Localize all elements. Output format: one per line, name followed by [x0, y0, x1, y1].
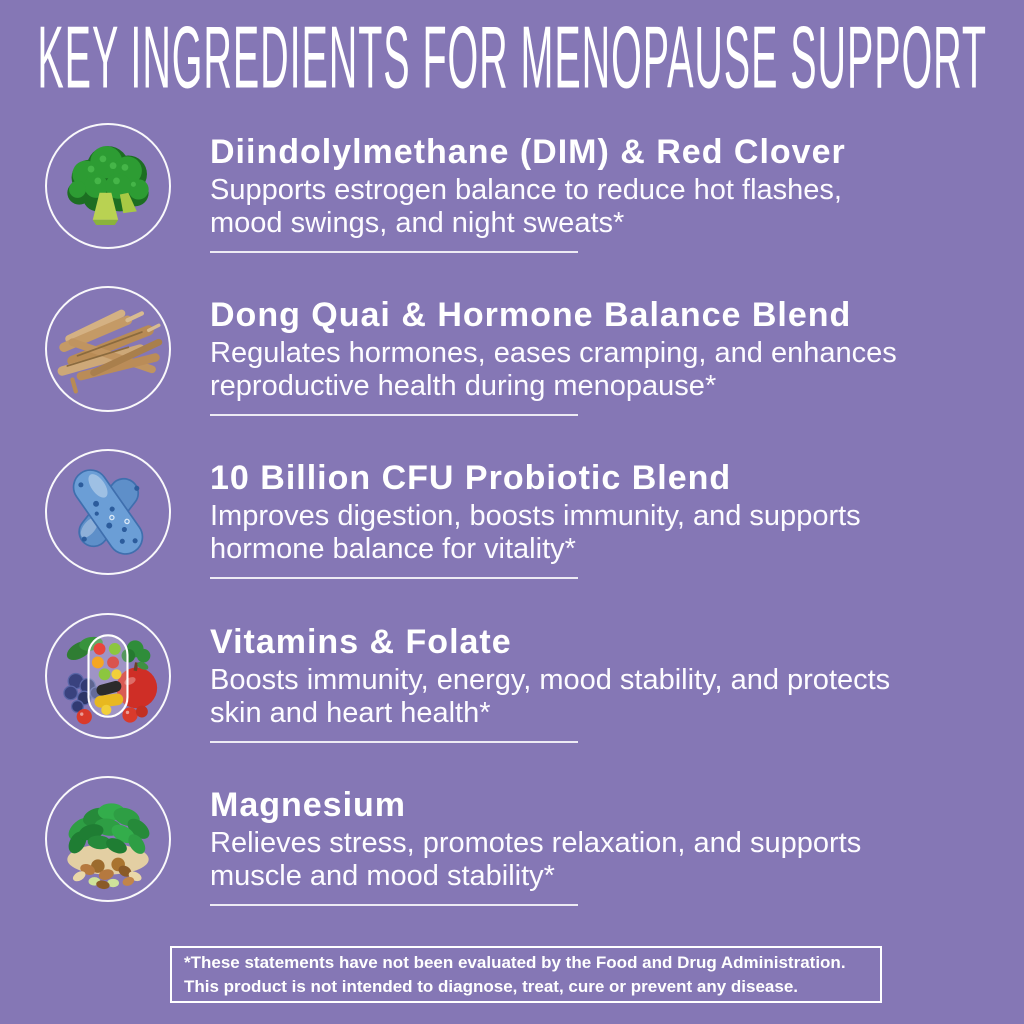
- section-divider: [210, 414, 578, 416]
- ingredient-heading: Dong Quai & Hormone Balance Blend: [210, 296, 852, 334]
- ingredient-heading: Vitamins & Folate: [210, 623, 512, 661]
- section-divider: [210, 577, 578, 579]
- disclaimer-line: *These statements have not been evaluated by the Food and Drug Administration.: [184, 952, 846, 972]
- description-line: Supports estrogen balance to reduce hot flashes,: [210, 174, 842, 206]
- ingredient-description: [210, 664, 930, 730]
- description-line: Improves digestion, boosts immunity, and supports: [210, 500, 861, 532]
- page-title: KEY INGREDIENTS FOR MENOPAUSE SUPPORT: [37, 7, 987, 107]
- dong-quai-roots-icon: [47, 288, 169, 410]
- description-line: Boosts immunity, energy, mood stability, and protects: [210, 664, 891, 696]
- ingredient-content: [210, 622, 930, 743]
- disclaimer-box: [170, 946, 882, 1003]
- description-line: mood swings, and night sweats*: [210, 207, 625, 239]
- ingredient-heading: 10 Billion CFU Probiotic Blend: [210, 459, 732, 497]
- ingredient-content: [210, 785, 930, 906]
- section-divider: [210, 741, 578, 743]
- ingredient-circle: [45, 286, 171, 412]
- ingredient-content: [210, 132, 930, 253]
- ingredient-content: [210, 295, 930, 416]
- ingredient-heading: Diindolylmethane (DIM) & Red Clover: [210, 133, 846, 171]
- disclaimer-line: This product is not intended to diagnose, treat, cure or prevent any disease.: [184, 976, 799, 996]
- description-line: skin and heart health*: [210, 697, 491, 729]
- ingredient-circle: [45, 123, 171, 249]
- ingredient-heading: Magnesium: [210, 786, 407, 824]
- ingredient-description: [210, 174, 930, 240]
- title-bar: [0, 7, 1024, 107]
- spinach-nuts-icon: [47, 778, 169, 900]
- ingredient-content: [210, 458, 930, 579]
- section-divider: [210, 904, 578, 906]
- ingredient-circle: [45, 449, 171, 575]
- ingredient-description: [210, 500, 930, 566]
- vitamins-capsule-icon: [47, 615, 169, 737]
- description-line: hormone balance for vitality*: [210, 533, 576, 565]
- probiotic-bacteria-icon: [47, 451, 169, 573]
- description-line: Regulates hormones, eases cramping, and enhances: [210, 337, 897, 369]
- ingredient-circle: [45, 776, 171, 902]
- description-line: muscle and mood stability*: [210, 860, 555, 892]
- ingredient-description: [210, 827, 930, 893]
- section-divider: [210, 251, 578, 253]
- broccoli-icon: [47, 125, 169, 247]
- ingredient-description: [210, 337, 930, 403]
- ingredient-circle: [45, 613, 171, 739]
- description-line: reproductive health during menopause*: [210, 370, 717, 402]
- description-line: Relieves stress, promotes relaxation, and supports: [210, 827, 862, 859]
